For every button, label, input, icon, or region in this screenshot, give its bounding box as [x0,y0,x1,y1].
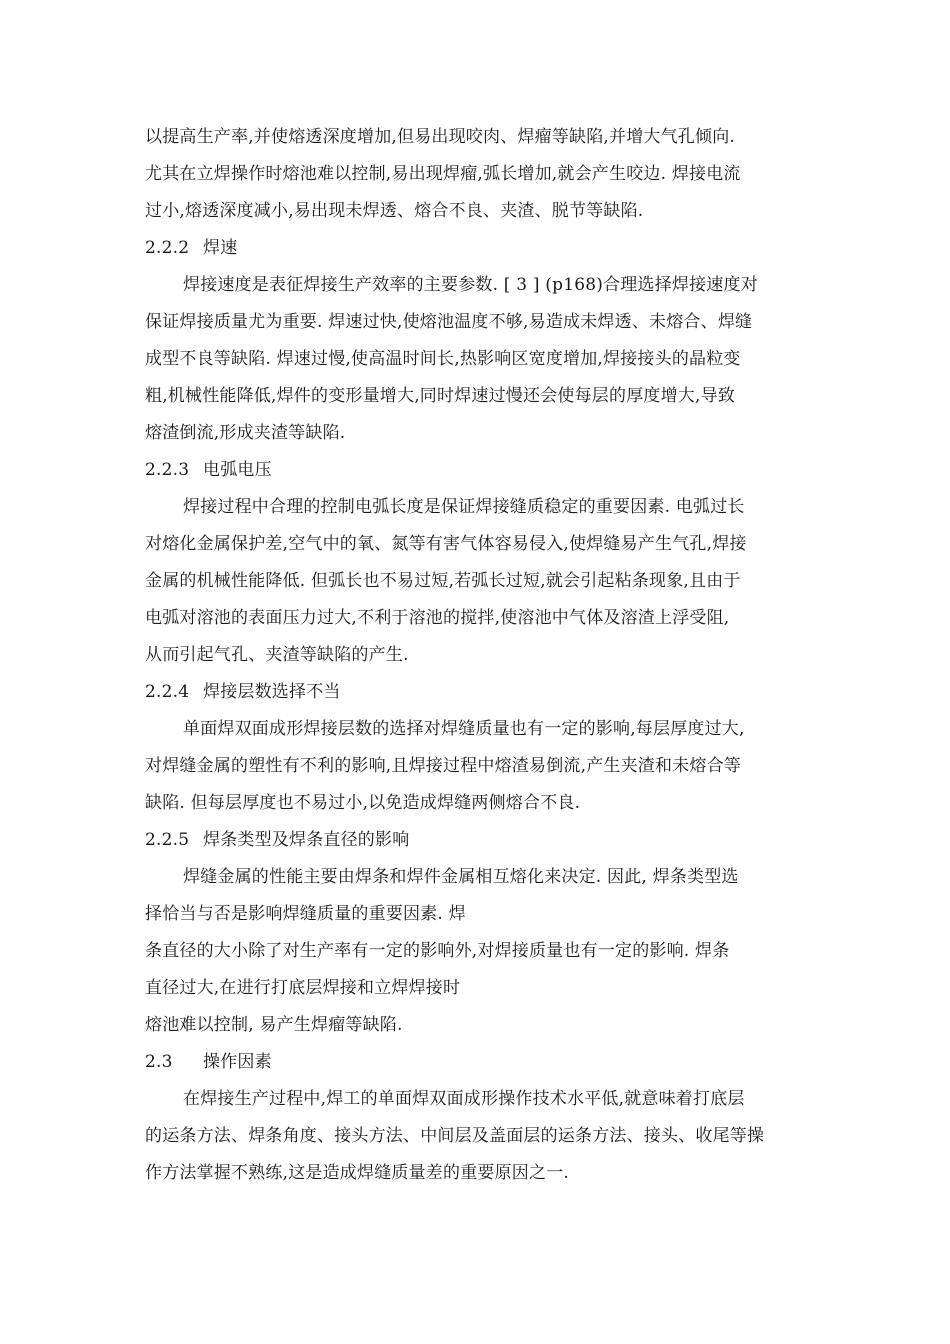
paragraph-line: 直径过大,在进行打底层焊接和立焊焊接时 [145,978,461,998]
section-number: 2.2.2 [145,238,190,258]
section-number: 2.2.4 [145,682,190,702]
section-heading [145,452,815,489]
section-title: 焊速 [203,238,238,258]
section-title: 电弧电压 [203,460,272,480]
paragraph-first-line: 焊缝金属的性能主要由焊条和焊件金属相互熔化来决定. 因此, 焊条类型选 [183,867,739,887]
paragraph-first-line: 焊接速度是表征焊接生产效率的主要参数. [ 3 ] (p168)合理选择焊接速度对 [183,275,758,295]
paragraph-line: 缺陷. 但每层厚度也不易过小,以免造成焊缝两侧熔合不良. [145,793,581,813]
section-heading [145,822,815,859]
paragraph-line: 金属的机械性能降低. 但弧长也不易过短,若弧长过短,就会引起粘条现象,且由于 [145,571,741,591]
paragraph-line: 条直径的大小除了对生产率有一定的影响外,对焊接质量也有一定的影响. 焊条 [145,941,730,961]
paragraph-line: 对焊缝金属的塑性有不利的影响,且焊接过程中熔渣易倒流,产生夹渣和未熔合等 [145,756,742,776]
document-body [145,119,815,1192]
section-title: 焊接层数选择不当 [203,682,341,702]
paragraph-first-line: 在焊接生产过程中,焊工的单面焊双面成形操作技术水平低,就意味着打底层 [183,1089,745,1109]
paragraph-line: 尤其在立焊操作时熔池难以控制,易出现焊瘤,弧长增加,就会产生咬边. 焊接电流 [145,164,741,184]
paragraph-line: 的运条方法、焊条角度、接头方法、中间层及盖面层的运条方法、接头、收尾等操 [145,1126,765,1146]
section-number: 2.2.3 [145,460,190,480]
section-title: 焊条类型及焊条直径的影响 [203,830,410,850]
section-title: 操作因素 [203,1052,272,1072]
paragraph-line: 粗,机械性能降低,焊件的变形量增大,同时焊速过慢还会使每层的厚度增大,导致 [145,386,736,406]
section-number: 2.2.5 [145,830,190,850]
paragraph-line: 作方法掌握不熟练,这是造成焊缝质量差的重要原因之一. [145,1163,570,1183]
paragraph-line: 对熔化金属保护差,空气中的氧、氮等有害气体容易侵入,使焊缝易产生气孔,焊接 [145,534,747,554]
paragraph-first-line: 焊接过程中合理的控制电弧长度是保证焊接缝质稳定的重要因素. 电弧过长 [183,497,745,517]
section-heading [145,1044,815,1081]
paragraph-line: 择恰当与否是影响焊缝质量的重要因素. 焊 [145,904,466,924]
section-heading [145,230,815,267]
paragraph-line: 电弧对溶池的表面压力过大,不利于溶池的搅拌,使溶池中气体及溶渣上浮受阻, [145,608,730,628]
paragraph-first-line: 单面焊双面成形焊接层数的选择对焊缝质量也有一定的影响,每层厚度过大, [183,719,745,739]
section-heading [145,674,815,711]
paragraph-line: 过小,熔透深度减小,易出现未焊透、熔合不良、夹渣、脱节等缺陷. [145,201,644,221]
paragraph-line: 熔池难以控制, 易产生焊瘤等缺陷. [145,1015,403,1035]
paragraph-line: 从而引起气孔、夹渣等缺陷的产生. [145,645,409,665]
paragraph-line: 保证焊接质量尤为重要. 焊速过快,使熔池温度不够,易造成未焊透、未熔合、焊缝 [145,312,753,332]
paragraph-line: 成型不良等缺陷. 焊速过慢,使高温时间长,热影响区宽度增加,焊接接头的晶粒变 [145,349,741,369]
section-number: 2.3 [145,1052,173,1072]
paragraph-line: 以提高生产率,并使熔透深度增加,但易出现咬肉、焊瘤等缺陷,并增大气孔倾向. [145,127,736,147]
paragraph-line: 熔渣倒流,形成夹渣等缺陷. [145,423,346,443]
